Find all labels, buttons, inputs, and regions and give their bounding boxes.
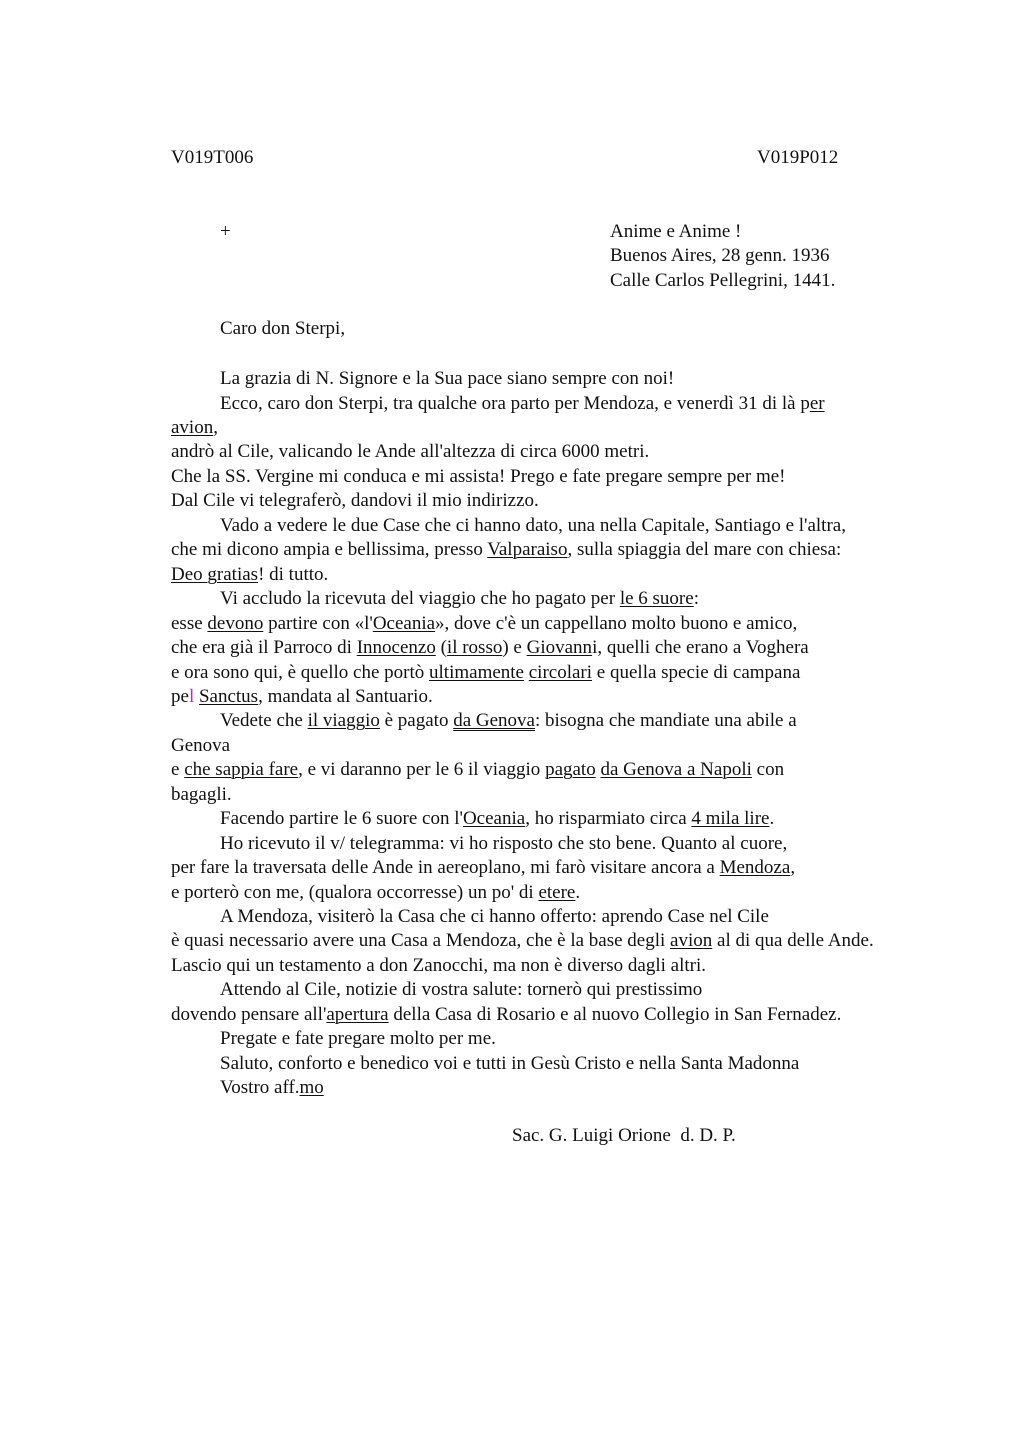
body-line: A Mendoza, visiterò la Casa che ci hanno offerto: aprendo Case nel Cile [220, 906, 769, 927]
body-line: Attendo al Cile, notizie di vostra salute: tornerò qui prestissimo [220, 979, 703, 1000]
body-line: pel Sanctus, mandata al Santuario. [171, 686, 433, 707]
doc-code-left: V019T006 [171, 147, 254, 168]
body-line: dovendo pensare all'apertura della Casa di Rosario e al nuovo Collegio in San Fernadez. [171, 1004, 842, 1025]
body-line: Dal Cile vi telegraferò, dandovi il mio indirizzo. [171, 490, 539, 511]
body-line: Vi accludo la ricevuta del viaggio che ho pagato per le 6 suore: [220, 588, 699, 609]
body-line: Vado a vedere le due Case che ci hanno dato, una nella Capitale, Santiago e l'altra, [220, 515, 846, 536]
body-line: Pregate e fate pregare molto per me. [220, 1028, 496, 1049]
body-line: che era già il Parroco di Innocenzo (il rosso) e Giovanni, quelli che erano a Voghera [171, 637, 809, 658]
body-line: andrò al Cile, valicando le Ande all'altezza di circa 6000 metri. [171, 441, 650, 462]
salutation: Caro don Sterpi, [220, 318, 346, 339]
body-line: Ecco, caro don Sterpi, tra qualche ora parto per Mendoza, e venerdì 31 di là per [220, 393, 825, 414]
body-line: Facendo partire le 6 suore con l'Oceania, ho risparmiato circa 4 mila lire. [220, 808, 775, 829]
address-line-1: Anime e Anime ! [610, 221, 742, 242]
body-line: La grazia di N. Signore e la Sua pace siano sempre con noi! [220, 368, 675, 389]
body-line: Che la SS. Vergine mi conduca e mi assista! Prego e fate pregare sempre per me! [171, 466, 786, 487]
body-line: Ho ricevuto il v/ telegramma: vi ho risposto che sto bene. Quanto al cuore, [220, 833, 788, 854]
body-line: e ora sono qui, è quello che portò ultimamente circolari e quella specie di campana [171, 662, 801, 683]
body-line: Deo gratias! di tutto. [171, 564, 329, 585]
address-line-3: Calle Carlos Pellegrini, 1441. [610, 270, 836, 291]
address-line-2: Buenos Aires, 28 genn. 1936 [610, 245, 830, 266]
body-line: Genova [171, 735, 231, 756]
body-line: Saluto, conforto e benedico voi e tutti in Gesù Cristo e nella Santa Madonna [220, 1053, 800, 1074]
doc-code-right: V019P012 [757, 147, 839, 168]
body-line: per fare la traversata delle Ande in aereoplano, mi farò visitare ancora a Mendoza, [171, 857, 796, 878]
body-line: che mi dicono ampia e bellissima, presso Valparaiso, sulla spiaggia del mare con chiesa: [171, 539, 842, 560]
body-line: avion, [171, 417, 218, 438]
body-line: e che sappia fare, e vi daranno per le 6 il viaggio pagato da Genova a Napoli con [171, 759, 785, 780]
body-line: Lascio qui un testamento a don Zanocchi, ma non è diverso dagli altri. [171, 955, 707, 976]
body-line: Vedete che il viaggio è pagato da Genova: bisogna che mandiate una abile a [220, 710, 797, 731]
closing-line: Vostro aff.mo [220, 1077, 324, 1098]
signature: Sac. G. Luigi Orione d. D. P. [512, 1125, 736, 1146]
body-line: è quasi necessario avere una Casa a Mendoza, che è la base degli avion al di qua delle Ande. [171, 930, 874, 951]
body-line: esse devono partire con «l'Oceania», dove c'è un cappellano molto buono e amico, [171, 613, 798, 634]
body-line: e porterò con me, (qualora occorresse) un po' di etere. [171, 882, 581, 903]
cross-mark: + [220, 221, 231, 242]
body-line: bagagli. [171, 784, 232, 805]
